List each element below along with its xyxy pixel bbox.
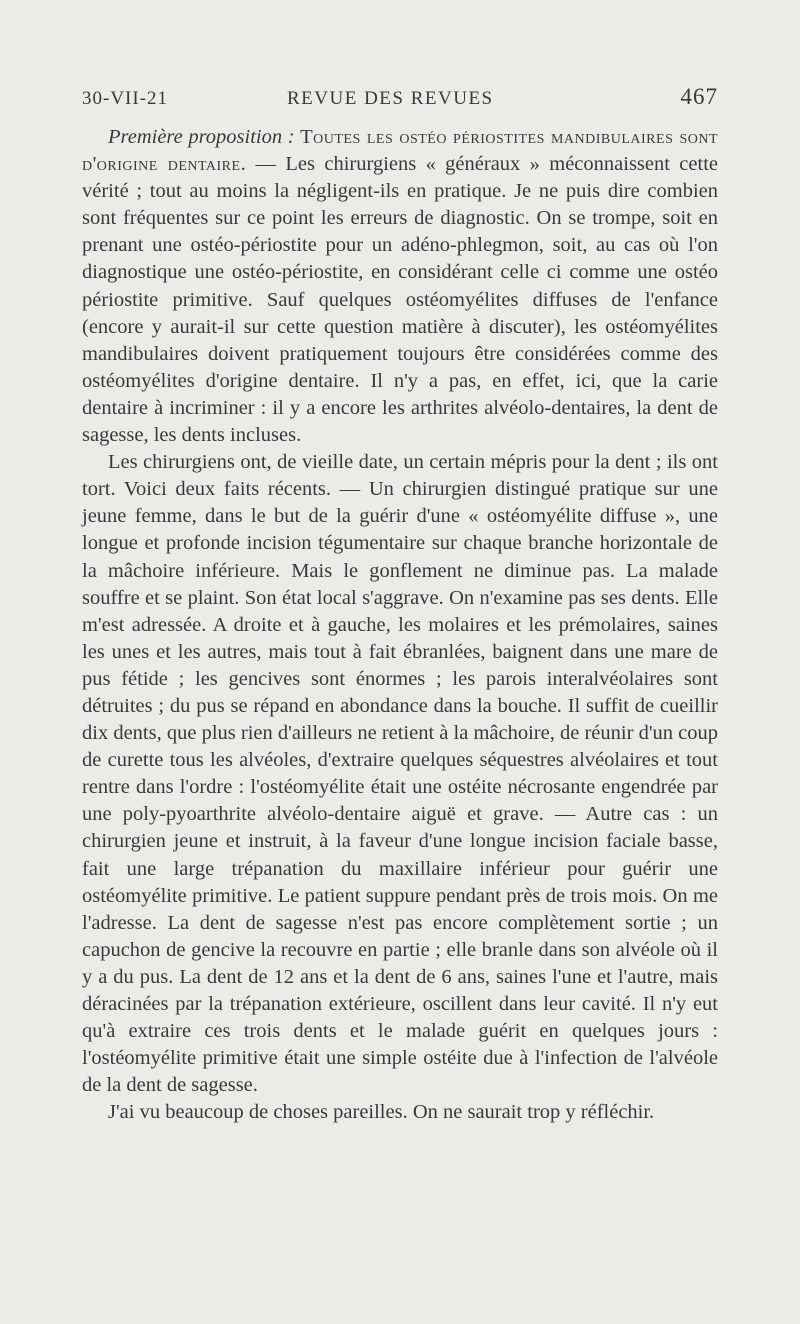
page-body	[82, 124, 718, 1126]
header-date: 30-VII-21	[82, 88, 169, 109]
paragraph-3: J'ai vu beaucoup de choses pareilles. On ne saurait trop y réfléchir.	[108, 1101, 655, 1124]
header-title: REVUE DES REVUES	[287, 88, 494, 109]
paragraph-1-text: — Les chirurgiens « généraux » méconnaissent cette vérité ; tout au moins la négligent-ils en pratique. Je ne puis dire combien sont fréquentes sur ce point les erreurs de diagnostic. On se trompe, soit en prenant une ostéo-périostite pour un adéno-phlegmon, soit, au cas où l'on diagnostique une ostéo-périostite, en considérant celle ci comme une ostéo périostite primitive. Sauf quelques ostéomyélites diffuses de l'enfance (encore y aurait-il sur cette question matière à discuter), les ostéomyélites mandibulaires doivent pratiquement toujours être considérées comme des ostéomyélites d'origine dentaire. Il n'y a pas, en effet, ici, que la carie dentaire à incriminer : il y a encore les arthrites alvéolo-dentaires, la dent de sagesse, les dents incluses.	[82, 153, 718, 447]
proposition-label: Première proposition :	[108, 126, 295, 148]
paragraph-1	[82, 124, 718, 449]
running-header	[82, 84, 718, 114]
page-number: 467	[680, 84, 718, 109]
paragraph-2: Les chirurgiens ont, de vieille date, un certain mépris pour la dent ; ils ont tort. Voici deux faits récents. — Un chirurgien distingué pratique sur une jeune femme, dans le but de la guérir d'une « ostéomyélite diffuse », une longue et profonde incision tégumentaire sur chaque branche horizontale de la mâchoire inférieure. Mais le gonflement ne diminue pas. La malade souffre et se plaint. Son état local s'aggrave. On n'examine pas ses dents. Elle m'est adressée. A droite et à gauche, les molaires et les prémolaires, saines les unes et les autres, mais tout à fait ébranlées, baignent dans une mare de pus fétide ; les gencives sont énormes ; les parois interalvéolaires sont détruites ; du pus se répand en abondance dans la bouche. Il suffit de cueillir dix dents, que plus rien d'ailleurs ne retient à la mâchoire, de réunir d'un coup de curette tous les alvéoles, d'extraire quelques séquestres alvéolaires et tout rentre dans l'ordre : l'ostéomyélite était une ostéite nécrosante engendrée par une poly-pyoarthrite alvéolo-dentaire aiguë et grave. — Autre cas : un chirurgien jeune et instruit, à la faveur d'une longue incision faciale basse, fait une large trépanation du maxillaire inférieur pour guérir une ostéomyélite primitive. Le patient suppure pendant près de trois mois. On me l'adresse. La dent de sagesse n'est pas encore complètement sortie ; un capuchon de gencive la recouvre en partie ; elle branle dans son alvéole où il y a du pus. La dent de 12 ans et la dent de 6 ans, saines l'une et l'autre, mais déracinées par la trépanation extérieure, oscillent dans leur cavité. Il n'y eut qu'à extraire ces trois dents et le malade guérit en quelques jours : l'ostéomyélite primitive était une simple ostéite due à l'infection de l'alvéole de la dent de sagesse.	[82, 451, 718, 1097]
proposition-statement: Toutes les ostéo périostites mandibulaires sont d'origine dentaire.	[82, 126, 718, 176]
